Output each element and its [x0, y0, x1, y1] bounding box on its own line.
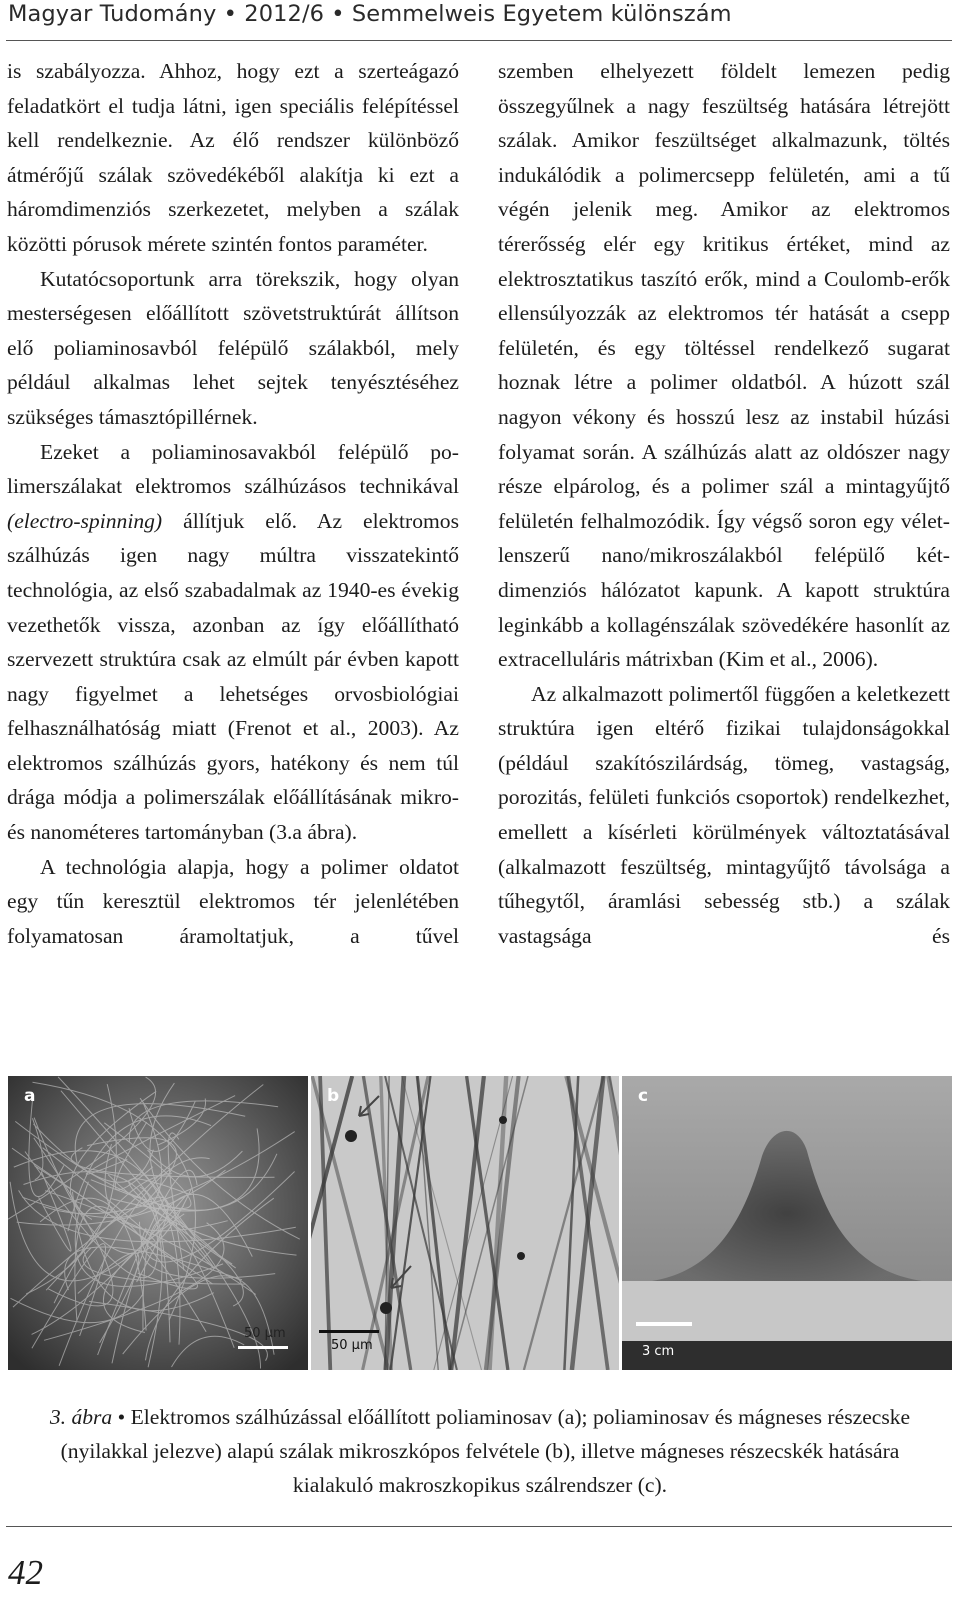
caption-bullet: •: [112, 1405, 131, 1429]
fiber-microscope-image: [311, 1076, 619, 1370]
figure-number: 3. ábra: [49, 1405, 113, 1429]
micrograph-a: [8, 1076, 308, 1370]
left-column: [7, 54, 459, 953]
paragraph: Kutatócsoportunk arra törekszik, hogy olyan mesterségesen előállított szövetstruktúrát állítson elő poliaminosavból felépülő szálakból, mely például alkalmas lehet sejtek tenyésztéséhez szükséges támasztópillérnek.: [7, 266, 459, 429]
figure-caption: [20, 1400, 940, 1502]
micrograph-b: [311, 1076, 619, 1370]
footer-rule: [6, 1526, 952, 1527]
paragraph: is szabályozza. Ahhoz, hogy ezt a szerteágazó feladatkört el tudja látni, igen speciális felépítéssel kell rendelkeznie. Az élő rendszer különböző átmérőjű szálak szövedékéből alakítja ki ezt a háromdimenziós szerkezetet, melyben a szálak közötti pórusok mérete szintén fontos paraméter.: [7, 59, 459, 256]
scale-bar-label-c: 3 cm: [642, 1344, 675, 1359]
paragraph: A technológia alapja, hogy a polimer oldatot egy tűn keresztül elektromos tér jelenlétében folyamatosan áramoltatjuk, a tűvel: [7, 854, 459, 948]
photo-c: [622, 1076, 952, 1370]
macroscopic-fiber-cone-image: [622, 1076, 952, 1370]
paragraph: Az alkalmazott polimertől függően a keletkezett struktúra igen eltérő fizikai tulajdonságokkal (például szakítószilárdság, tömeg, vastagság, porozitás, felületi funkciós csoportok) rendelkezhet, emellett a kísérleti körülmények változtatásával (alkalmazott feszültség, mintagyűjtő távolsága a tűhegytől, áramlási sebesség stb.) a szálak vastagsága és: [498, 681, 950, 948]
panel-label-c: c: [638, 1086, 649, 1106]
panel-label-b: b: [327, 1086, 340, 1106]
scale-bar-label-b: 50 µm: [331, 1338, 373, 1353]
panel-label-a: a: [24, 1086, 36, 1106]
paragraph-text: Ezeket a poliaminosavakból felépülő polimerszálakat elektromos szálhúzásos technikával: [7, 439, 459, 499]
scale-bar-label-a: 50 µm: [244, 1326, 286, 1341]
right-column: [498, 54, 950, 953]
caption-text: Elektromos szálhúzással előállított poliaminosav (a); poliaminosav és mágneses részecske (nyilakkal jelezve) alapú szálak mikroszkópos felvétele (b), illetve mágneses részecskék hatására kialakuló makroszkopikus szálrendszer (c).: [60, 1405, 911, 1497]
paragraph: [7, 435, 459, 850]
header-rule: [6, 40, 952, 41]
running-head: Magyar Tudomány • 2012/6 • Semmelweis Egyetem különszám: [8, 1, 732, 27]
paragraph: szemben elhelyezett földelt lemezen pedig összegyűlnek a nagy feszültség hatására létrejött szálak. Amikor feszültséget alkalmazunk, töltés indukálódik a polimercsepp felületén, ami a tű végén jelenik meg. Amikor az elektromos térerősség elér egy kritikus értéket, mind az elektrosztatikus taszító erők, mind a Coulomb-erők ellensúlyozzák az elektromos tér hatását a csepp felületén, és egy töltéssel rendelkező sugarat hoznak létre a polimer oldatból. A húzott szál nagyon vékony és hosszú lesz az instabil húzási folyamat során. A szálhúzás alatt az oldószer nagy része elpárolog, és a polimer szál a mintagyűjtő felületén felhalmozódik. Így végső soron egy véletlenszerű nano/mikroszálakból felépülő kétdimenziós hálózatot kapunk. A kapott struktúra leginkább a kollagénszálak szövedékére hasonlít az extracelluláris mátrixban (Kim et al., 2006).: [498, 59, 950, 672]
page-number: 42: [8, 1553, 43, 1592]
italic-term: (electro-spinning): [7, 508, 163, 533]
paragraph-text: állítjuk elő. Az elektromos szálhúzás igen nagy múltra visszatekintő technológia, az első szabadalmak az 1940-es évekig vezethetők vissza, azonban az így előállítható szervezett struktúra csak az elmúlt pár évben kapott nagy figyelmet a lehetséges orvosbiológiai felhasználhatóság miatt (Frenot et al., 2003). Az elektromos szálhúzás gyors, hatékony és nem túl drága módja a polimerszálak előállításának mikro- és nanométeres tartományban (3.a ábra).: [7, 508, 459, 845]
